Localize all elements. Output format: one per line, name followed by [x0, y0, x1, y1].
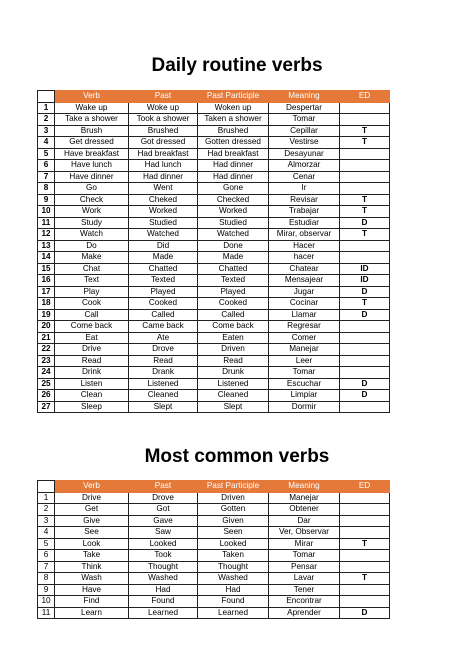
table-row: [38, 390, 390, 402]
past-cell: Came back: [129, 321, 198, 333]
table-row: [38, 286, 390, 298]
table-row: [38, 183, 390, 195]
past-cell: Chatted: [129, 263, 198, 275]
past-cell: Drove: [129, 344, 198, 356]
verb-cell: Check: [55, 194, 129, 206]
past-cell: Played: [129, 286, 198, 298]
meaning-cell: Chatear: [269, 263, 340, 275]
past-cell: Got dressed: [129, 137, 198, 149]
past-cell: Thought: [129, 561, 198, 573]
table-row: [38, 321, 390, 333]
ed-cell: T: [340, 229, 390, 241]
verb-cell: Text: [55, 275, 129, 287]
past-cell: Had breakfast: [129, 148, 198, 160]
meaning-cell: Manejar: [269, 492, 340, 504]
verb-cell: Do: [55, 240, 129, 252]
meaning-cell: hacer: [269, 252, 340, 264]
verb-cell: Read: [55, 355, 129, 367]
past-cell: Drank: [129, 367, 198, 379]
ed-cell: [340, 321, 390, 333]
row-number: 12: [38, 229, 55, 241]
row-number: 7: [38, 171, 55, 183]
past-cell: Brushed: [129, 125, 198, 137]
meaning-cell: Cepillar: [269, 125, 340, 137]
ed-cell: T: [340, 206, 390, 218]
table-row: [38, 309, 390, 321]
past-participle-cell: Found: [198, 596, 269, 608]
table-row: [38, 515, 390, 527]
verb-cell: Get dressed: [55, 137, 129, 149]
past-participle-cell: Chatted: [198, 263, 269, 275]
past-cell: Had lunch: [129, 160, 198, 172]
past-cell: Went: [129, 183, 198, 195]
verb-cell: Drive: [55, 344, 129, 356]
past-participle-cell: Eaten: [198, 332, 269, 344]
row-number: 6: [38, 160, 55, 172]
table-row: [38, 229, 390, 241]
table-row: [38, 125, 390, 137]
row-number: 27: [38, 401, 55, 413]
most-common-table: [37, 480, 390, 619]
table-row: [38, 217, 390, 229]
verb-cell: Get: [55, 504, 129, 516]
past-participle-cell: Cooked: [198, 298, 269, 310]
verb-cell: Have lunch: [55, 160, 129, 172]
ed-cell: [340, 344, 390, 356]
past-participle-cell: Seen: [198, 527, 269, 539]
ed-cell: [340, 561, 390, 573]
table-row: [38, 527, 390, 539]
meaning-cell: Cenar: [269, 171, 340, 183]
row-number: 9: [38, 194, 55, 206]
verb-cell: See: [55, 527, 129, 539]
verb-cell: Learn: [55, 607, 129, 619]
past-participle-cell: Worked: [198, 206, 269, 218]
table-row: [38, 538, 390, 550]
past-participle-cell: Come back: [198, 321, 269, 333]
ed-cell: D: [340, 217, 390, 229]
row-number: 1: [38, 492, 55, 504]
ed-cell: D: [340, 309, 390, 321]
ed-cell: T: [340, 137, 390, 149]
row-number: 25: [38, 378, 55, 390]
table-row: [38, 240, 390, 252]
table-row: [38, 504, 390, 516]
table-row: [38, 194, 390, 206]
ed-cell: [340, 550, 390, 562]
row-number: 23: [38, 355, 55, 367]
table-header-row: [38, 481, 390, 493]
ed-cell: [340, 401, 390, 413]
header-past: Past: [129, 481, 198, 493]
past-cell: Had: [129, 584, 198, 596]
row-number: 10: [38, 596, 55, 608]
past-cell: Cooked: [129, 298, 198, 310]
verb-cell: Have breakfast: [55, 148, 129, 160]
row-number: 17: [38, 286, 55, 298]
past-participle-cell: Drunk: [198, 367, 269, 379]
past-participle-cell: Watched: [198, 229, 269, 241]
past-participle-cell: Texted: [198, 275, 269, 287]
verb-cell: Eat: [55, 332, 129, 344]
verb-cell: Find: [55, 596, 129, 608]
past-participle-cell: Thought: [198, 561, 269, 573]
meaning-cell: Encontrar: [269, 596, 340, 608]
row-number: 4: [38, 527, 55, 539]
past-participle-cell: Done: [198, 240, 269, 252]
ed-cell: [340, 515, 390, 527]
row-number: 19: [38, 309, 55, 321]
meaning-cell: Desayunar: [269, 148, 340, 160]
past-cell: Texted: [129, 275, 198, 287]
past-cell: Watched: [129, 229, 198, 241]
past-cell: Did: [129, 240, 198, 252]
ed-cell: ID: [340, 263, 390, 275]
past-participle-cell: Listened: [198, 378, 269, 390]
verb-cell: Take: [55, 550, 129, 562]
past-participle-cell: Woken up: [198, 102, 269, 114]
ed-cell: [340, 114, 390, 126]
header-verb: Verb: [55, 91, 129, 103]
past-cell: Had dinner: [129, 171, 198, 183]
header-meaning: Meaning: [269, 91, 340, 103]
meaning-cell: Pensar: [269, 561, 340, 573]
verb-cell: Cook: [55, 298, 129, 310]
row-number: 4: [38, 137, 55, 149]
row-number: 20: [38, 321, 55, 333]
row-number: 5: [38, 148, 55, 160]
past-cell: Drove: [129, 492, 198, 504]
ed-cell: T: [340, 538, 390, 550]
past-cell: Made: [129, 252, 198, 264]
header-ed: ED: [340, 481, 390, 493]
past-cell: Looked: [129, 538, 198, 550]
verb-cell: Wake up: [55, 102, 129, 114]
past-cell: Slept: [129, 401, 198, 413]
meaning-cell: Ir: [269, 183, 340, 195]
row-number: 2: [38, 114, 55, 126]
past-cell: Gave: [129, 515, 198, 527]
table-row: [38, 561, 390, 573]
table-row: [38, 298, 390, 310]
verb-cell: Brush: [55, 125, 129, 137]
ed-cell: [340, 252, 390, 264]
meaning-cell: Limpiar: [269, 390, 340, 402]
meaning-cell: Despertar: [269, 102, 340, 114]
meaning-cell: Comer: [269, 332, 340, 344]
past-cell: Cheked: [129, 194, 198, 206]
verb-cell: Chat: [55, 263, 129, 275]
verb-cell: Drink: [55, 367, 129, 379]
past-participle-cell: Checked: [198, 194, 269, 206]
past-participle-cell: Driven: [198, 492, 269, 504]
past-participle-cell: Studied: [198, 217, 269, 229]
past-participle-cell: Gotten dressed: [198, 137, 269, 149]
verb-cell: Call: [55, 309, 129, 321]
row-number: 5: [38, 538, 55, 550]
past-participle-cell: Gone: [198, 183, 269, 195]
ed-cell: [340, 332, 390, 344]
past-cell: Studied: [129, 217, 198, 229]
table-row: [38, 550, 390, 562]
header-past-participle: Past Participle: [198, 91, 269, 103]
past-cell: Took a shower: [129, 114, 198, 126]
past-participle-cell: Slept: [198, 401, 269, 413]
past-participle-cell: Called: [198, 309, 269, 321]
meaning-cell: Obtener: [269, 504, 340, 516]
row-number: 10: [38, 206, 55, 218]
meaning-cell: Dormir: [269, 401, 340, 413]
row-number: 8: [38, 573, 55, 585]
row-number: 14: [38, 252, 55, 264]
header-past: Past: [129, 91, 198, 103]
table-row: [38, 596, 390, 608]
row-number: 16: [38, 275, 55, 287]
past-cell: Learned: [129, 607, 198, 619]
ed-cell: T: [340, 194, 390, 206]
meaning-cell: Ver, Observar: [269, 527, 340, 539]
past-participle-cell: Given: [198, 515, 269, 527]
meaning-cell: Trabajar: [269, 206, 340, 218]
past-cell: Saw: [129, 527, 198, 539]
row-number: 24: [38, 367, 55, 379]
verb-cell: Look: [55, 538, 129, 550]
verb-cell: Go: [55, 183, 129, 195]
verb-cell: Come back: [55, 321, 129, 333]
past-participle-cell: Learned: [198, 607, 269, 619]
ed-cell: T: [340, 298, 390, 310]
meaning-cell: Tomar: [269, 550, 340, 562]
table-row: [38, 137, 390, 149]
ed-cell: ID: [340, 275, 390, 287]
table-header-row: [38, 91, 390, 103]
past-participle-cell: Made: [198, 252, 269, 264]
past-participle-cell: Played: [198, 286, 269, 298]
verb-cell: Clean: [55, 390, 129, 402]
meaning-cell: Jugar: [269, 286, 340, 298]
verb-cell: Think: [55, 561, 129, 573]
past-participle-cell: Gotten: [198, 504, 269, 516]
past-participle-cell: Had: [198, 584, 269, 596]
past-participle-cell: Cleaned: [198, 390, 269, 402]
verb-cell: Take a shower: [55, 114, 129, 126]
meaning-cell: Almorzar: [269, 160, 340, 172]
ed-cell: [340, 240, 390, 252]
meaning-cell: Mensajear: [269, 275, 340, 287]
past-cell: Called: [129, 309, 198, 321]
row-number: 9: [38, 584, 55, 596]
verb-cell: Wash: [55, 573, 129, 585]
row-number: 1: [38, 102, 55, 114]
ed-cell: [340, 102, 390, 114]
ed-cell: T: [340, 573, 390, 585]
meaning-cell: Tomar: [269, 114, 340, 126]
meaning-cell: Mirar, observar: [269, 229, 340, 241]
past-cell: Woke up: [129, 102, 198, 114]
verb-cell: Play: [55, 286, 129, 298]
past-cell: Worked: [129, 206, 198, 218]
header-ed: ED: [340, 91, 390, 103]
meaning-cell: Vestirse: [269, 137, 340, 149]
verb-cell: Have dinner: [55, 171, 129, 183]
past-participle-cell: Had dinner: [198, 171, 269, 183]
row-number: 11: [38, 217, 55, 229]
past-cell: Cleaned: [129, 390, 198, 402]
meaning-cell: Llamar: [269, 309, 340, 321]
verb-cell: Drive: [55, 492, 129, 504]
verb-cell: Study: [55, 217, 129, 229]
row-number: 8: [38, 183, 55, 195]
header-meaning: Meaning: [269, 481, 340, 493]
row-number: 2: [38, 504, 55, 516]
meaning-cell: Escuchar: [269, 378, 340, 390]
meaning-cell: Aprender: [269, 607, 340, 619]
ed-cell: [340, 367, 390, 379]
header-number: [38, 91, 55, 103]
table-row: [38, 148, 390, 160]
ed-cell: D: [340, 286, 390, 298]
table-row: [38, 584, 390, 596]
ed-cell: [340, 171, 390, 183]
past-participle-cell: Taken: [198, 550, 269, 562]
ed-cell: [340, 183, 390, 195]
ed-cell: [340, 160, 390, 172]
verb-cell: Listen: [55, 378, 129, 390]
table-row: [38, 492, 390, 504]
daily-routine-table: [37, 90, 390, 413]
table-row: [38, 252, 390, 264]
verb-cell: Work: [55, 206, 129, 218]
row-number: 13: [38, 240, 55, 252]
ed-cell: [340, 596, 390, 608]
verb-cell: Watch: [55, 229, 129, 241]
past-participle-cell: Driven: [198, 344, 269, 356]
meaning-cell: Hacer: [269, 240, 340, 252]
past-cell: Listened: [129, 378, 198, 390]
ed-cell: [340, 527, 390, 539]
past-participle-cell: Read: [198, 355, 269, 367]
table-row: [38, 573, 390, 585]
table-row: [38, 102, 390, 114]
verb-cell: Make: [55, 252, 129, 264]
table-row: [38, 114, 390, 126]
header-verb: Verb: [55, 481, 129, 493]
row-number: 3: [38, 125, 55, 137]
table-row: [38, 367, 390, 379]
row-number: 15: [38, 263, 55, 275]
meaning-cell: Lavar: [269, 573, 340, 585]
verb-cell: Sleep: [55, 401, 129, 413]
row-number: 26: [38, 390, 55, 402]
past-participle-cell: Washed: [198, 573, 269, 585]
ed-cell: D: [340, 390, 390, 402]
past-participle-cell: Taken a shower: [198, 114, 269, 126]
meaning-cell: Cocinar: [269, 298, 340, 310]
ed-cell: [340, 504, 390, 516]
row-number: 7: [38, 561, 55, 573]
table-row: [38, 332, 390, 344]
row-number: 3: [38, 515, 55, 527]
table-row: [38, 401, 390, 413]
most-common-title: Most common verbs: [144, 446, 330, 467]
past-cell: Got: [129, 504, 198, 516]
meaning-cell: Dar: [269, 515, 340, 527]
meaning-cell: Leer: [269, 355, 340, 367]
past-participle-cell: Looked: [198, 538, 269, 550]
ed-cell: [340, 148, 390, 160]
table-row: [38, 206, 390, 218]
past-cell: Took: [129, 550, 198, 562]
meaning-cell: Estudiar: [269, 217, 340, 229]
ed-cell: [340, 355, 390, 367]
ed-cell: [340, 492, 390, 504]
meaning-cell: Revisar: [269, 194, 340, 206]
meaning-cell: Mirar: [269, 538, 340, 550]
past-participle-cell: Brushed: [198, 125, 269, 137]
meaning-cell: Manejar: [269, 344, 340, 356]
row-number: 22: [38, 344, 55, 356]
past-participle-cell: Had dinner: [198, 160, 269, 172]
past-participle-cell: Had breakfast: [198, 148, 269, 160]
table-row: [38, 275, 390, 287]
past-cell: Found: [129, 596, 198, 608]
meaning-cell: Tener: [269, 584, 340, 596]
verb-cell: Give: [55, 515, 129, 527]
past-cell: Read: [129, 355, 198, 367]
row-number: 21: [38, 332, 55, 344]
ed-cell: D: [340, 607, 390, 619]
past-cell: Ate: [129, 332, 198, 344]
table-row: [38, 171, 390, 183]
row-number: 6: [38, 550, 55, 562]
table-row: [38, 355, 390, 367]
table-row: [38, 378, 390, 390]
header-past-participle: Past Participle: [198, 481, 269, 493]
meaning-cell: Regresar: [269, 321, 340, 333]
table-row: [38, 160, 390, 172]
table-row: [38, 607, 390, 619]
past-cell: Washed: [129, 573, 198, 585]
ed-cell: D: [340, 378, 390, 390]
row-number: 18: [38, 298, 55, 310]
verb-cell: Have: [55, 584, 129, 596]
row-number: 11: [38, 607, 55, 619]
meaning-cell: Tomar: [269, 367, 340, 379]
header-number: [38, 481, 55, 493]
table-row: [38, 263, 390, 275]
ed-cell: T: [340, 125, 390, 137]
table-row: [38, 344, 390, 356]
ed-cell: [340, 584, 390, 596]
daily-routine-title: Daily routine verbs: [151, 55, 323, 76]
